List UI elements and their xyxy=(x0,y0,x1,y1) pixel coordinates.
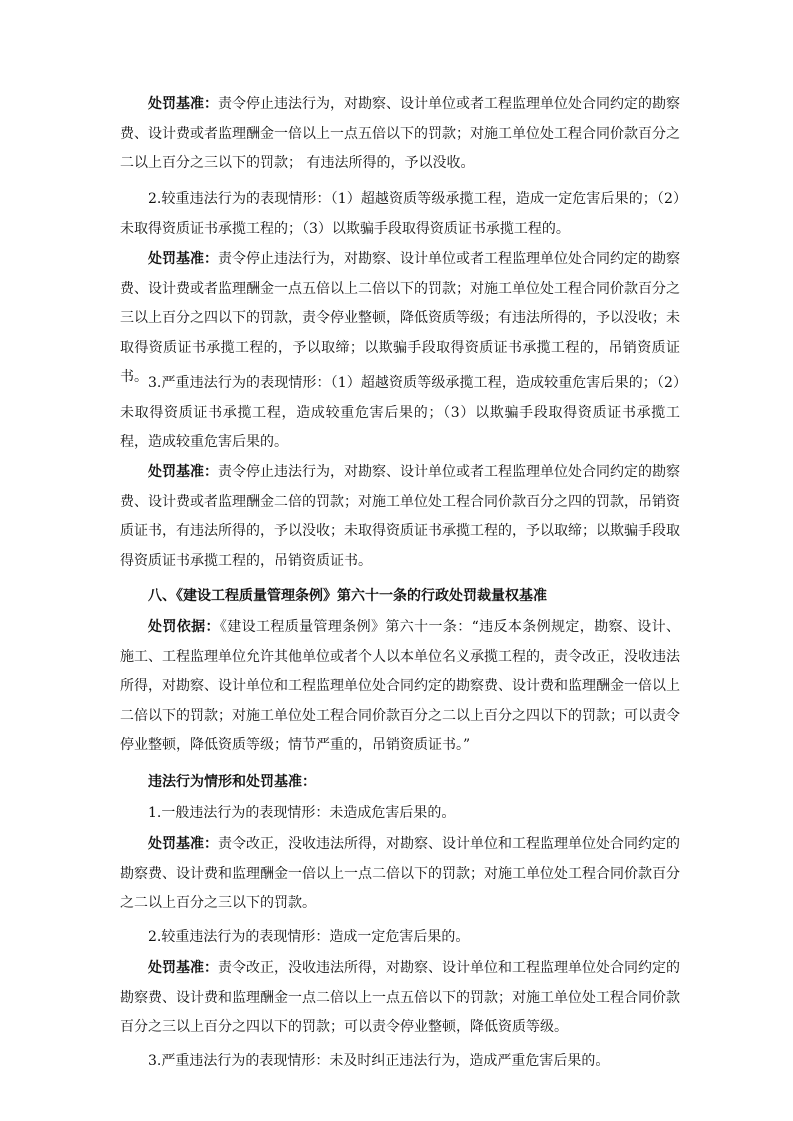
penalty-standard-label: 处罚基准： xyxy=(148,96,218,112)
paragraph-text: 2.较重违法行为的表现情形：造成一定危害后果的。 xyxy=(148,929,470,945)
penalty-basis-label: 处罚依据： xyxy=(148,619,220,635)
paragraph-text: 责令停止违法行为，对勘察、设计单位或者工程监理单位处合同约定的勘察费、设计费或者监理酬金二倍的罚款；对施工单位处工程合同价款百分之四的罚款，吊销资质证书，有违法所得的，予以没收；未取得资质证书承揽工程的，予以取缔；以欺骗手段取得资质证书承揽工程的，吊销资质证书。 xyxy=(120,464,680,569)
violation-case-paragraph xyxy=(120,799,680,829)
violation-case-paragraph xyxy=(120,1047,680,1077)
paragraph-text: 责令改正，没收违法所得，对勘察、设计单位和工程监理单位处合同约定的勘察费、设计费和监理酬金一倍以上一点二倍以下的罚款；对施工单位处工程合同价款百分之二以上百分之三以下的罚款。 xyxy=(120,836,680,911)
penalty-standard-paragraph xyxy=(120,458,680,576)
penalty-standard-paragraph xyxy=(120,954,680,1043)
penalty-standard-label: 处罚基准： xyxy=(148,251,218,267)
section-heading: 八、《建设工程质量管理条例》第六十一条的行政处罚裁量权基准 xyxy=(148,588,547,604)
paragraph-text: 3.严重违法行为的表现情形：（1）超越资质等级承揽工程，造成较重危害后果的；（2）未取得资质证书承揽工程，造成较重危害后果的；（3）以欺骗手段取得资质证书承揽工程，造成较重危害后果的。 xyxy=(120,375,680,450)
paragraph-text: 1.一般违法行为的表现情形：未造成危害后果的。 xyxy=(148,805,456,821)
violation-case-paragraph xyxy=(120,923,680,953)
paragraph-text: 责令改正，没收违法所得，对勘察、设计单位和工程监理单位处合同约定的勘察费、设计费和监理酬金一点二倍以上一点五倍以下的罚款；对施工单位处工程合同价款百分之三以上百分之四以下的罚款；可以责令停业整顿，降低资质等级。 xyxy=(120,960,680,1035)
sub-heading: 违法行为情形和处罚基准： xyxy=(148,774,316,790)
penalty-basis-paragraph xyxy=(120,613,680,761)
penalty-standard-label: 处罚基准： xyxy=(148,464,218,480)
paragraph-text: 2.较重违法行为的表现情形：（1）超越资质等级承揽工程，造成一定危害后果的；（2）未取得资质证书承揽工程的；（3）以欺骗手段取得资质证书承揽工程的。 xyxy=(120,191,680,237)
penalty-standard-paragraph xyxy=(120,830,680,919)
paragraph-text: 《建设工程质量管理条例》第六十一条：“违反本条例规定，勘察、设计、施工、工程监理单位允许其他单位或者个人以本单位名义承揽工程的，责令改正，没收违法所得，对勘察、设计单位和工程监理单位处合同约定的勘察费、设计费和监理酬金一倍以上二倍以下的罚款；对施工单位处工程合同价款百分之二以上百分之四以下的罚款；可以责令停业整顿，降低资质等级；情节严重的，吊销资质证书。” xyxy=(120,619,681,753)
penalty-standard-paragraph xyxy=(120,90,680,179)
violation-case-paragraph xyxy=(120,369,680,458)
violation-case-paragraph xyxy=(120,185,680,244)
penalty-standard-label: 处罚基准： xyxy=(148,836,218,852)
paragraph-text: 责令停止违法行为，对勘察、设计单位或者工程监理单位处合同约定的勘察费、设计费或者监理酬金一倍以上一点五倍以下的罚款；对施工单位处工程合同价款百分之二以上百分之三以下的罚款； 有违法所得的，予以没收。 xyxy=(120,96,680,171)
paragraph-text: 3.严重违法行为的表现情形：未及时纠正违法行为，造成严重危害后果的。 xyxy=(148,1053,610,1069)
penalty-standard-label: 处罚基准： xyxy=(148,960,218,976)
paragraph-text: 责令停止违法行为，对勘察、设计单位或者工程监理单位处合同约定的勘察费、设计费或者监理酬金一点五倍以上二倍以下的罚款；对施工单位处工程合同价款百分之三以上百分之四以下的罚款，责令停业整顿，降低资质等级；有违法所得的，予以没收；未取得资质证书承揽工程的，予以取缔；以欺骗手段取得资质证书承揽工程的，吊销资质证书。 xyxy=(120,251,680,385)
